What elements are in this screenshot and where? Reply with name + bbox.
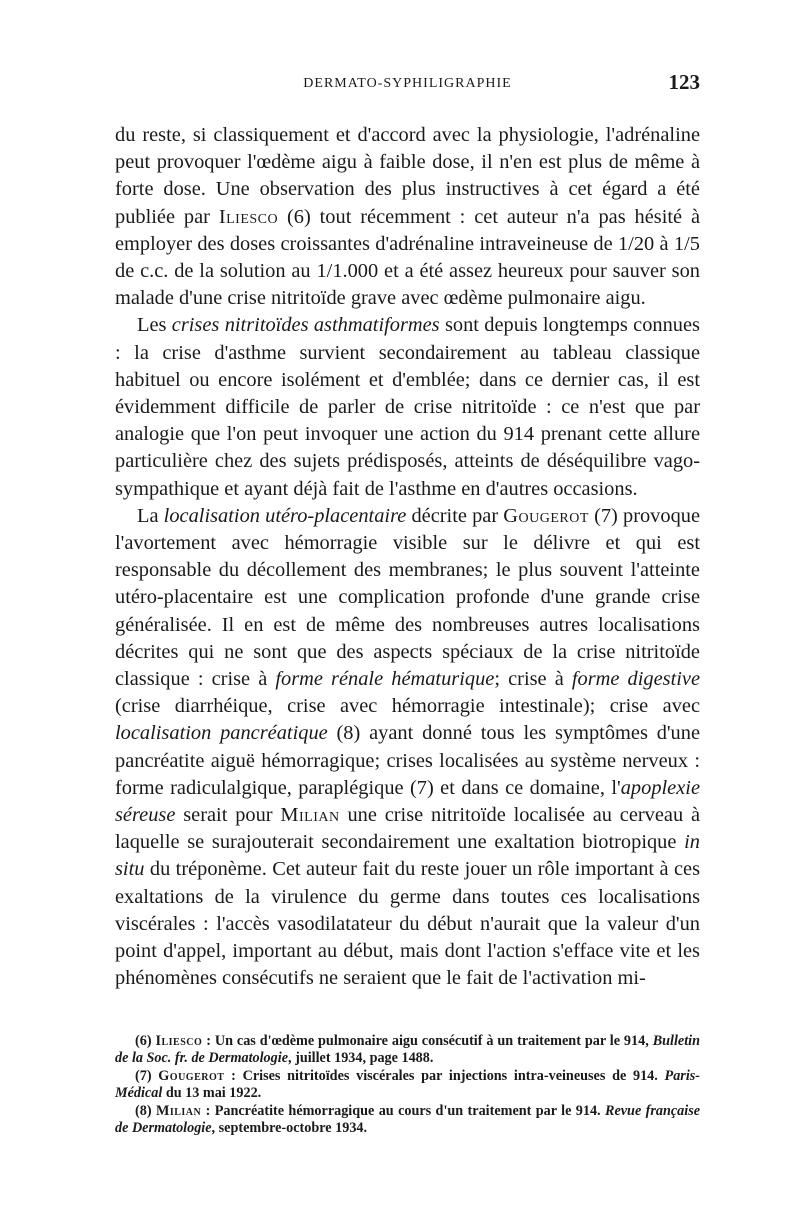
text-run: serait pour	[175, 804, 281, 827]
italic-term: localisation utéro-placentaire	[163, 504, 407, 527]
footnote-6	[115, 1033, 700, 1068]
footnote-number: (7)	[135, 1067, 159, 1084]
author-name: Gougerot	[503, 504, 589, 527]
text-run: (7) provoque l'avortement avec hémorragie visible sur le délivre et qui est responsable du décollement des membranes; le plus souvent l'atteinte utéro-placentaire est une complication profonde d'une grande crise généralisée. Il en est de même des nombreuses autres localisations décrites qui ne sont que des aspects spéciaux de la crise nitritoïde classique : crise à	[115, 504, 701, 691]
text-run: du 13 mai 1922.	[162, 1085, 262, 1101]
paragraph-3	[115, 503, 700, 993]
text-run: (8) ayant donné tous les symptômes d'une pancréatite aiguë hémorragique; crises localisées au système nerveux : forme radiculalgique, paraplégique (7) et dans ce domaine, l'	[115, 722, 700, 799]
paragraph-1	[115, 122, 700, 312]
italic-term: forme digestive	[571, 668, 701, 691]
text-run: : Crises nitritoïdes viscérales par injections intra-veineuses de 914.	[224, 1067, 665, 1084]
text-run: (crise diarrhéique, crise avec hémorragie intestinale); crise avec	[115, 695, 700, 718]
paragraph-2	[115, 312, 700, 502]
page-header	[115, 70, 700, 100]
footnotes	[115, 1033, 700, 1138]
author-name: Gougerot	[158, 1067, 225, 1084]
author-name: Iliesco	[155, 1032, 203, 1049]
body-text	[115, 122, 700, 993]
text-run: décrite par	[406, 504, 504, 527]
text-run: (6) tout récemment : cet auteur n'a pas hésité à employer des doses croissantes d'adrénaline intraveineuse de 1/20 à 1/5 de c.c. de la solution au 1/1.000 et a été assez heureux pour sauver son malade d'une crise nitritoïde grave avec œdème pulmonaire aigu.	[115, 205, 701, 310]
footnote-number: (6)	[135, 1032, 156, 1049]
text-run: Les	[137, 314, 172, 337]
text-run: du tréponème. Cet auteur fait du reste jouer un rôle important à ces exaltations de la virulence du germe dans toutes ces localisations viscérales : l'accès vasodilatateur du début n'aurait que la valeur d'un point d'appel, important au début, mais dont l'action s'efface vite et les phénomènes consécutifs ne seraient que le fait de l'activation mi-	[115, 858, 700, 990]
text-run: , juillet 1934, page 1488.	[288, 1050, 434, 1066]
italic-term: apoplexie séreuse	[115, 776, 700, 827]
italic-term: forme rénale hématurique	[275, 668, 495, 691]
text-run: La	[137, 504, 164, 527]
text-run: , septembre-octobre 1934.	[211, 1120, 368, 1136]
italic-term: crises nitritoïdes asthmatiformes	[171, 314, 440, 337]
text-run: une crise nitritoïde localisée au cerveau à laquelle se surajouterait secondairement une exaltation biotropique	[115, 804, 701, 854]
book-page	[115, 70, 700, 1138]
italic-term: localisation pancréatique	[115, 722, 328, 745]
author-name: Milian	[155, 1102, 202, 1119]
italic-term: in situ	[115, 831, 700, 881]
text-run: : Pancréatite hémorragique au cours d'un traitement par le 914.	[201, 1102, 605, 1119]
footnote-8	[115, 1103, 700, 1138]
author-name: Milian	[280, 804, 340, 827]
text-run: du reste, si classiquement et d'accord avec la physiologie, l'adrénaline peut provoquer l'œdème aigu à faible dose, il n'en est plus de même à forte dose. Une observation des plus instructives à cet égard a été publiée par	[115, 124, 700, 228]
journal-title: Bulletin de la Soc. fr. de Dermatologie	[115, 1032, 700, 1066]
text-run: : Un cas d'œdème pulmonaire aigu consécutif à un traitement par le 914,	[202, 1032, 653, 1049]
author-name: Iliesco	[218, 205, 279, 228]
text-run: sont depuis longtemps connues : la crise d'asthme survient secondairement au tableau classique habituel ou encore isolément et d'emblée; dans ce dernier cas, il est évidemment difficile de parler de crise nitritoïde : ce n'est que par analogie que l'on peut invoquer une action du 914 prenant cette allure particulière chez des sujets prédisposés, atteints de déséquilibre vago-sympathique et ayant déjà fait de l'asthme en d'autres occasions.	[115, 314, 700, 500]
page-number: 123	[668, 70, 700, 94]
journal-title: Paris-Médical	[115, 1067, 700, 1101]
running-title: DERMATO-SYPHILIGRAPHIE	[303, 76, 512, 91]
footnote-7	[115, 1068, 700, 1103]
text-run: ; crise à	[494, 668, 572, 691]
journal-title: Revue française de Dermatologie	[115, 1102, 701, 1136]
footnote-number: (8)	[135, 1102, 156, 1119]
